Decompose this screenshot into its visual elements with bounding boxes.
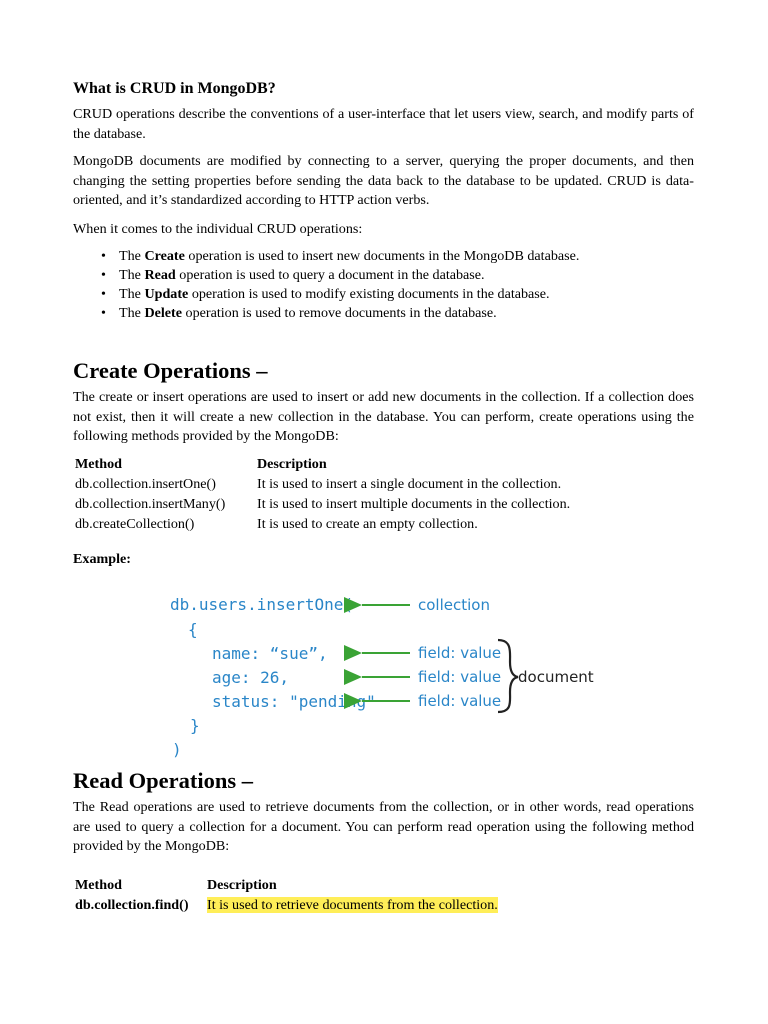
code-line-name: name: “sue”, xyxy=(212,644,328,663)
description-header: Description xyxy=(257,455,327,472)
create-para: The create or insert operations are used to insert or add new documents in the collection. If a collection does not exist, then it will create a new collection in the database. You can perform, create operations using the following methods provided by the MongoDB: xyxy=(73,389,694,444)
field-value-label: field: value xyxy=(418,644,502,662)
bullet-text-post: operation is used to modify existing documents in the database. xyxy=(188,286,550,302)
bullet-term: Update xyxy=(144,286,189,302)
bullet-text-pre: The xyxy=(119,248,145,264)
field-value-label: field: value xyxy=(418,668,502,686)
description-cell: It is used to insert a single document in the collection. xyxy=(257,475,562,492)
document-page xyxy=(73,78,694,569)
table-row xyxy=(73,895,500,915)
bullet-term: Read xyxy=(144,267,176,283)
description-header: Description xyxy=(207,876,277,893)
bullet-read xyxy=(73,266,694,285)
bullet-text-post: operation is used to query a document in the database. xyxy=(175,267,485,283)
bullet-text-post: operation is used to insert new documents in the MongoDB database. xyxy=(184,248,580,264)
method-cell: db.collection.insertOne() xyxy=(75,475,216,492)
description-cell: It is used to create an empty collection. xyxy=(257,515,478,532)
table-header-row xyxy=(73,875,500,895)
bullet-text-pre: The xyxy=(119,305,145,321)
example-label: Example: xyxy=(73,550,131,567)
table-row xyxy=(73,474,572,494)
bullet-text-pre: The xyxy=(119,286,145,302)
bullet-text-post: operation is used to remove documents in the database. xyxy=(182,305,497,321)
read-section xyxy=(73,767,694,915)
bullet-create xyxy=(73,247,694,266)
code-line-insertone: db.users.insertOne( xyxy=(170,595,354,614)
insertone-example-diagram xyxy=(162,590,602,762)
code-line-close-brace: } xyxy=(190,716,200,735)
crud-para-2: MongoDB documents are modified by connecting to a server, querying the proper documents, and then changing the setting properties before sending the data back to the database to be updated. CRUD is data-oriented, and it’s standardized according to HTTP action verbs. xyxy=(73,153,694,208)
crud-para-1: CRUD operations describe the conventions of a user-interface that let users view, search, and modify parts of the database. xyxy=(73,106,694,142)
read-para: The Read operations are used to retrieve documents from the collection, or in other words, read operations are used to query a collection for a document. You can perform read operation using the following method provided by the MongoDB: xyxy=(73,799,694,854)
crud-heading: What is CRUD in MongoDB? xyxy=(73,80,276,97)
description-cell xyxy=(205,895,500,915)
table-row xyxy=(73,514,572,534)
create-methods-table xyxy=(73,454,572,534)
crud-bullet-list xyxy=(73,247,694,323)
highlighted-description: It is used to retrieve documents from the collection. xyxy=(207,896,498,913)
bullet-term: Create xyxy=(144,248,185,264)
bullet-delete xyxy=(73,304,694,323)
document-label: document xyxy=(518,668,594,686)
read-heading: Read Operations – xyxy=(73,768,253,793)
bullet-update xyxy=(73,285,694,304)
table-row xyxy=(73,494,572,514)
code-line-age: age: 26, xyxy=(212,668,290,687)
method-header: Method xyxy=(75,455,122,472)
collection-label: collection xyxy=(418,596,490,614)
method-cell: db.collection.find() xyxy=(75,896,189,913)
crud-para-3: When it comes to the individual CRUD operations: xyxy=(73,220,363,237)
read-methods-table xyxy=(73,875,500,915)
bullet-term: Delete xyxy=(144,305,182,321)
method-header: Method xyxy=(75,876,122,893)
field-value-label: field: value xyxy=(418,692,502,710)
bullet-text-pre: The xyxy=(119,267,145,283)
code-line-status: status: "pending" xyxy=(212,692,376,711)
code-line-open-brace: { xyxy=(188,620,198,639)
method-cell: db.collection.insertMany() xyxy=(75,495,226,512)
code-line-close-paren: ) xyxy=(172,740,182,759)
table-header-row xyxy=(73,454,572,474)
method-cell: db.createCollection() xyxy=(75,515,195,532)
create-heading: Create Operations – xyxy=(73,358,268,383)
description-cell: It is used to insert multiple documents in the collection. xyxy=(257,495,571,512)
